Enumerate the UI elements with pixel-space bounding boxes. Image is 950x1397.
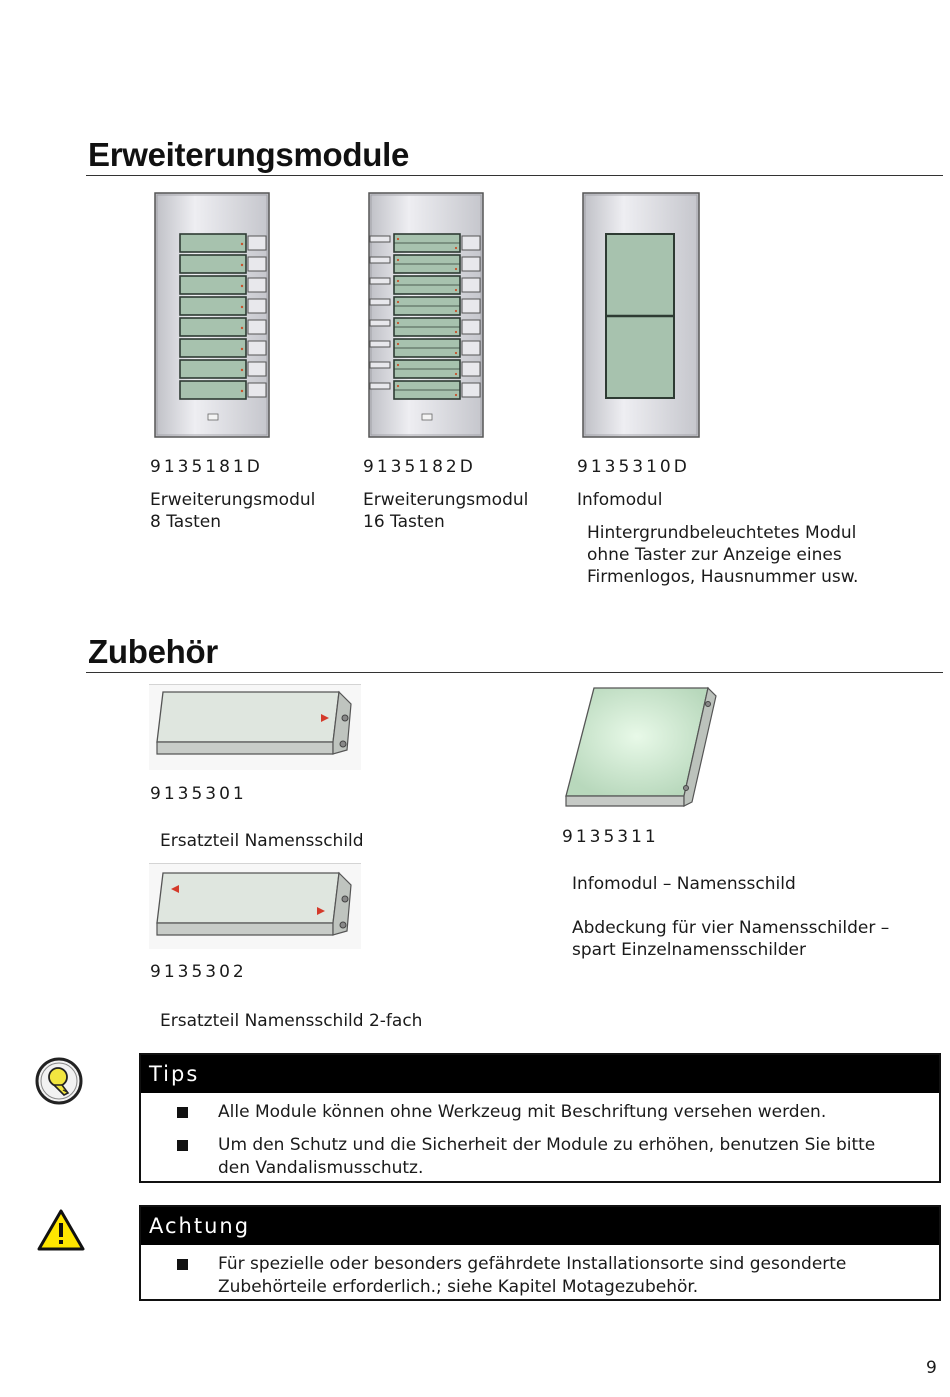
product-name-line: 16 Tasten xyxy=(363,512,445,532)
module-16-keys-image xyxy=(368,192,484,438)
page-number: 9 xyxy=(926,1358,937,1378)
product-name: Ersatzteil Namensschild xyxy=(160,831,364,851)
nameplate-single-image xyxy=(149,684,361,770)
warning-list xyxy=(141,1245,939,1315)
warning-triangle-icon xyxy=(36,1208,86,1252)
product-code: 9135302 xyxy=(150,962,247,982)
product-code: 9135311 xyxy=(562,827,659,847)
section-title-modules: Erweiterungsmodule xyxy=(88,136,409,173)
product-name-line: Erweiterungsmodul xyxy=(150,490,316,510)
tips-title: Tips xyxy=(141,1055,939,1093)
square-bullet-icon xyxy=(177,1140,188,1151)
product-name: Ersatzteil Namensschild 2-fach xyxy=(160,1011,423,1031)
section-rule xyxy=(86,672,943,673)
list-item xyxy=(141,1134,939,1180)
list-item-line: Zubehörteile erforderlich.; siehe Kapitel Motagezubehör. xyxy=(218,1277,699,1297)
infomodul-image xyxy=(582,192,700,438)
description-line: ohne Taster zur Anzeige eines xyxy=(587,545,842,565)
square-bullet-icon xyxy=(177,1107,188,1118)
product-code: 9135301 xyxy=(150,784,247,804)
product-name: Infomodul xyxy=(577,490,663,510)
description-line: Abdeckung für vier Namensschilder – xyxy=(572,918,890,938)
tips-list xyxy=(141,1093,939,1196)
list-item-line: Um den Schutz und die Sicherheit der Module zu erhöhen, benutzen Sie bitte xyxy=(218,1135,876,1155)
module-8-keys-image xyxy=(154,192,270,438)
section-rule xyxy=(86,175,943,176)
lightbulb-icon xyxy=(34,1056,84,1106)
description-line: Firmenlogos, Hausnummer usw. xyxy=(587,567,859,587)
product-code: 9135182D xyxy=(363,457,476,477)
product-description xyxy=(587,522,858,588)
product-name-line: 8 Tasten xyxy=(150,512,221,532)
product-code: 9135181D xyxy=(150,457,263,477)
nameplate-double-image xyxy=(149,863,361,949)
section-title-accessories: Zubehör xyxy=(88,633,218,670)
product-name xyxy=(150,489,315,533)
infomodul-nameplate-image xyxy=(560,684,722,812)
warning-title: Achtung xyxy=(141,1207,939,1245)
list-item-line: den Vandalismusschutz. xyxy=(218,1158,424,1178)
product-description xyxy=(572,917,889,961)
list-item-line: Alle Module können ohne Werkzeug mit Beschriftung versehen werden. xyxy=(218,1102,827,1122)
tips-box xyxy=(139,1053,941,1183)
product-code: 9135310D xyxy=(577,457,690,477)
product-name: Infomodul – Namensschild xyxy=(572,874,796,894)
list-item xyxy=(141,1253,939,1299)
description-line: spart Einzelnamensschilder xyxy=(572,940,806,960)
square-bullet-icon xyxy=(177,1259,188,1270)
product-name xyxy=(363,489,528,533)
list-item-line: Für spezielle oder besonders gefährdete Installationsorte sind gesonderte xyxy=(218,1254,847,1274)
description-line: Hintergrundbeleuchtetes Modul xyxy=(587,523,857,543)
list-item xyxy=(141,1101,939,1124)
product-name-line: Erweiterungsmodul xyxy=(363,490,529,510)
warning-box xyxy=(139,1205,941,1301)
